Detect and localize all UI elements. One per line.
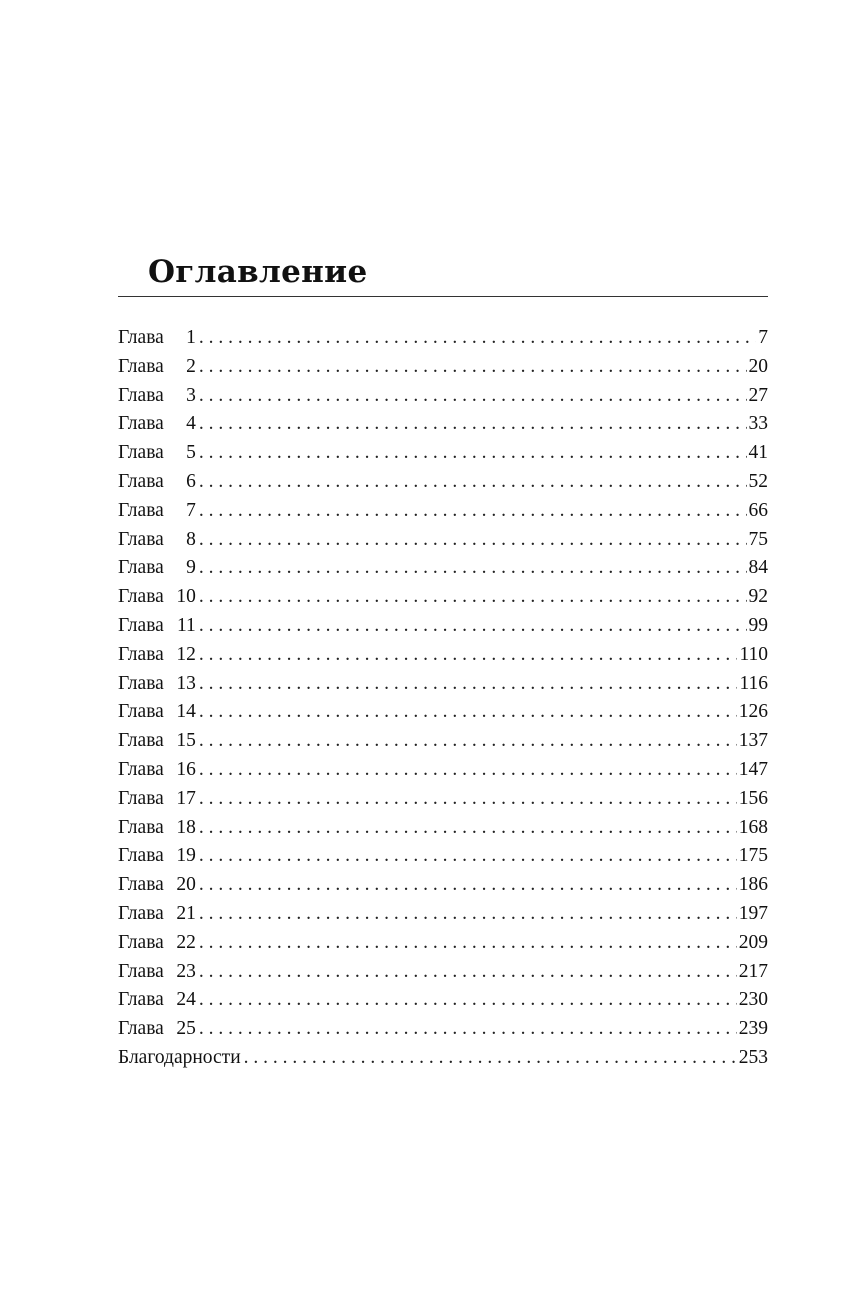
- toc-entry[interactable]: [118, 756, 768, 785]
- toc-dot-leader: [199, 410, 747, 439]
- toc-entry[interactable]: [118, 410, 768, 439]
- toc-entry-label: [118, 814, 196, 843]
- toc-entry-word: Глава: [118, 902, 164, 924]
- toc-dot-leader: [199, 497, 747, 526]
- toc-entry-number: 24: [176, 989, 196, 1011]
- toc-entry-word: Глава: [118, 413, 164, 435]
- toc-entry-label: [118, 353, 196, 382]
- toc-entry-number: 9: [186, 557, 196, 579]
- toc-entry-label: [118, 583, 196, 612]
- toc-entry-number: 20: [176, 874, 196, 896]
- toc-entry-label: [118, 1015, 196, 1044]
- toc-entry-page: 217: [738, 960, 768, 982]
- toc-entry-word: Глава: [118, 442, 164, 464]
- toc-entry-number: 23: [176, 960, 196, 982]
- toc-dot-leader: [199, 958, 737, 987]
- toc-entry-number: 15: [176, 730, 196, 752]
- toc-entry-page: 116: [739, 672, 768, 694]
- toc-entry-number: 19: [176, 845, 196, 867]
- toc-dot-leader: [199, 1015, 737, 1044]
- toc-entry-number: 3: [186, 384, 196, 406]
- toc-entry-number: 21: [176, 902, 196, 924]
- toc-entry[interactable]: [118, 814, 768, 843]
- toc-entry-word: Глава: [118, 672, 164, 694]
- toc-entry-page: 168: [738, 816, 768, 838]
- toc-entry-page: 253: [738, 1046, 768, 1068]
- toc-entry-number: 17: [176, 787, 196, 809]
- toc-entry-number: 2: [186, 355, 196, 377]
- toc-entry-page: 209: [738, 931, 768, 953]
- toc-entry-word: Глава: [118, 586, 164, 608]
- toc-entry-label: [118, 986, 196, 1015]
- toc-entry-page: 99: [748, 614, 768, 636]
- toc-entry-number: 10: [176, 586, 196, 608]
- toc-entry-label: [118, 1044, 241, 1073]
- page-title: Оглавление: [148, 254, 368, 290]
- toc-dot-leader: [199, 670, 738, 699]
- toc-entry-page: 84: [748, 557, 768, 579]
- toc-entry-word: Глава: [118, 327, 164, 348]
- toc-entry-page: 175: [738, 845, 768, 867]
- toc-entry-word: Глава: [118, 730, 164, 752]
- toc-entry-page: 92: [748, 586, 768, 608]
- toc-entry-word: Глава: [118, 874, 164, 896]
- toc-entry-page: 7: [758, 327, 768, 348]
- toc-entry-label: [118, 612, 196, 641]
- toc-entry[interactable]: [118, 641, 768, 670]
- toc-entry-number: 1: [186, 327, 196, 348]
- toc-entry-word: Глава: [118, 960, 164, 982]
- toc-entry-label: [118, 670, 196, 699]
- toc-entry[interactable]: [118, 353, 768, 382]
- toc-dot-leader: [199, 554, 747, 583]
- toc-dot-leader: [199, 986, 737, 1015]
- toc-entry-word: Глава: [118, 384, 164, 406]
- toc-entry[interactable]: [118, 871, 768, 900]
- toc-entry-label: [118, 727, 196, 756]
- toc-entry[interactable]: [118, 583, 768, 612]
- toc-entry-word: Благодарности: [118, 1046, 241, 1068]
- toc-entry-word: Глава: [118, 989, 164, 1011]
- toc-entry-label: [118, 900, 196, 929]
- toc-entry-label: [118, 641, 196, 670]
- toc-entry-page: 66: [748, 499, 768, 521]
- toc-entry-label: [118, 871, 196, 900]
- toc-dot-leader: [199, 468, 747, 497]
- toc-entry-label: [118, 842, 196, 871]
- toc-entry-page: 230: [738, 989, 768, 1011]
- toc-entry-word: Глава: [118, 816, 164, 838]
- toc-entry[interactable]: [118, 382, 768, 411]
- toc-dot-leader: [199, 353, 747, 382]
- toc-entry-word: Глава: [118, 470, 164, 492]
- toc-entry-label: [118, 756, 196, 785]
- toc-dot-leader: [199, 439, 747, 468]
- toc-dot-leader: [199, 871, 737, 900]
- toc-entry[interactable]: [118, 324, 768, 353]
- toc-entry[interactable]: [118, 526, 768, 555]
- toc-dot-leader: [199, 814, 737, 843]
- toc-entry-number: 13: [176, 672, 196, 694]
- toc-entry[interactable]: [118, 554, 768, 583]
- toc-entry-number: 7: [186, 499, 196, 521]
- toc-dot-leader: [199, 785, 737, 814]
- toc-entry-word: Глава: [118, 787, 164, 809]
- toc-entry-label: [118, 497, 196, 526]
- toc-entry-number: 16: [176, 758, 196, 780]
- toc-dot-leader: [199, 382, 747, 411]
- toc-entry-word: Глава: [118, 701, 164, 723]
- toc-entry-word: Глава: [118, 931, 164, 953]
- toc-entry-word: Глава: [118, 1018, 164, 1040]
- toc-entry-page: 75: [748, 528, 768, 550]
- toc-entry[interactable]: [118, 958, 768, 987]
- toc-entry[interactable]: [118, 612, 768, 641]
- toc-entry-page: 186: [738, 874, 768, 896]
- toc-dot-leader: [244, 1044, 737, 1073]
- toc-entry-word: Глава: [118, 557, 164, 579]
- toc-entry[interactable]: [118, 900, 768, 929]
- toc-entry[interactable]: [118, 1044, 768, 1073]
- toc-entry-label: [118, 468, 196, 497]
- toc-entry-word: Глава: [118, 528, 164, 550]
- toc-dot-leader: [199, 612, 747, 641]
- toc-entry-page: 197: [738, 902, 768, 924]
- toc-entry-number: 11: [177, 614, 196, 636]
- toc-entry-page: 137: [738, 730, 768, 752]
- toc-entry-number: 5: [186, 442, 196, 464]
- toc-entry-label: [118, 929, 196, 958]
- toc-entry-page: 239: [738, 1018, 768, 1040]
- toc-entry-page: 52: [748, 470, 768, 492]
- toc-entry[interactable]: [118, 698, 768, 727]
- toc-entry-label: [118, 324, 196, 353]
- toc-entry-word: Глава: [118, 499, 164, 521]
- toc-entry-page: 110: [739, 643, 768, 665]
- toc-entry-word: Глава: [118, 355, 164, 377]
- toc-dot-leader: [199, 526, 747, 555]
- toc-entry-number: 25: [176, 1018, 196, 1040]
- toc-dot-leader: [199, 727, 737, 756]
- toc-entry-page: 41: [748, 442, 768, 464]
- toc-entry-number: 14: [176, 701, 196, 723]
- toc-dot-leader: [199, 698, 737, 727]
- toc-entry[interactable]: [118, 670, 768, 699]
- toc-entry[interactable]: [118, 842, 768, 871]
- toc-entry-number: 8: [186, 528, 196, 550]
- toc-entry-label: [118, 526, 196, 555]
- toc-entry-label: [118, 439, 196, 468]
- toc-entry-page: 126: [738, 701, 768, 723]
- toc-entry[interactable]: [118, 929, 768, 958]
- toc-entry-number: 22: [176, 931, 196, 953]
- toc-entry-page: 27: [748, 384, 768, 406]
- toc-entry-label: [118, 785, 196, 814]
- toc-entry-word: Глава: [118, 614, 164, 636]
- title-divider: [118, 296, 768, 297]
- toc-dot-leader: [199, 324, 756, 353]
- toc-entry-label: [118, 410, 196, 439]
- toc-entry[interactable]: [118, 439, 768, 468]
- toc-dot-leader: [199, 641, 738, 670]
- toc-entry[interactable]: [118, 468, 768, 497]
- toc-entry-page: 147: [738, 758, 768, 780]
- toc-entry-label: [118, 698, 196, 727]
- toc-entry[interactable]: [118, 1015, 768, 1044]
- toc-dot-leader: [199, 756, 737, 785]
- toc-dot-leader: [199, 900, 737, 929]
- toc-dot-leader: [199, 583, 747, 612]
- toc-entry-page: 20: [748, 355, 768, 377]
- toc-entry-label: [118, 382, 196, 411]
- toc-entry-word: Глава: [118, 758, 164, 780]
- toc-entry-label: [118, 958, 196, 987]
- toc-entry-number: 6: [186, 470, 196, 492]
- toc-dot-leader: [199, 929, 737, 958]
- toc-entry-number: 18: [176, 816, 196, 838]
- toc-entry-word: Глава: [118, 643, 164, 665]
- toc-entry-label: [118, 554, 196, 583]
- toc-dot-leader: [199, 842, 737, 871]
- toc-entry[interactable]: [118, 497, 768, 526]
- toc-entry-number: 4: [186, 413, 196, 435]
- toc-entry[interactable]: [118, 986, 768, 1015]
- toc-entry-page: 156: [738, 787, 768, 809]
- toc-entry[interactable]: [118, 727, 768, 756]
- toc-entry[interactable]: [118, 785, 768, 814]
- toc-entry-word: Глава: [118, 845, 164, 867]
- toc-entry-number: 12: [176, 643, 196, 665]
- table-of-contents: [118, 324, 768, 1073]
- toc-entry-page: 33: [748, 413, 768, 435]
